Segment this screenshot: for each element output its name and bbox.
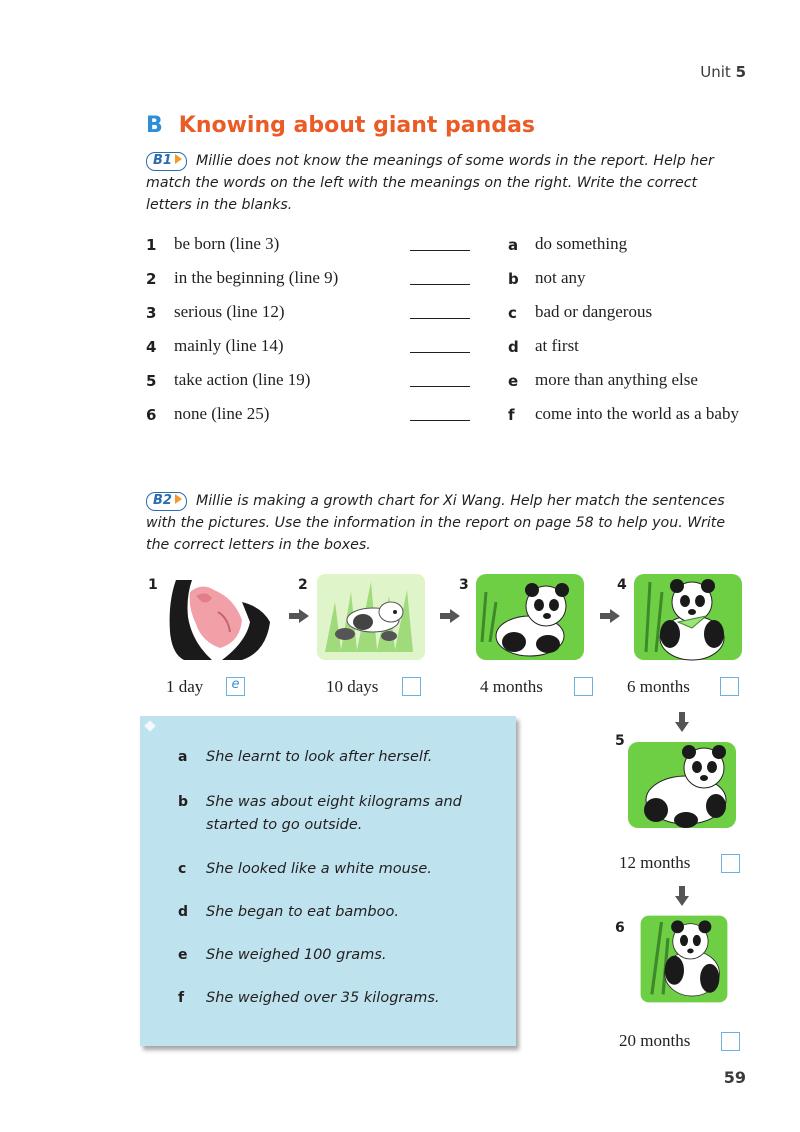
- meaning-text: more than anything else: [535, 370, 698, 389]
- sentence-letter: a: [178, 749, 188, 765]
- answer-blank[interactable]: [410, 250, 470, 251]
- b2-instruction: [146, 490, 736, 556]
- sentence-text: She learnt to look after herself.: [206, 749, 433, 765]
- newborn-panda-picture: [162, 572, 274, 662]
- age-label: 6 months: [627, 677, 690, 696]
- unit-label: [700, 63, 746, 81]
- match-row: [146, 234, 746, 264]
- answer-blank[interactable]: [410, 386, 470, 387]
- b1-instruction-text: Millie does not know the meanings of some words in the report. Help her match the words on the left with the meanings on the right. Write the correct letters in the blanks.: [146, 153, 714, 213]
- match-row: [146, 268, 746, 298]
- play-triangle-icon: [175, 154, 182, 164]
- meaning-letter: d: [508, 338, 519, 356]
- age-label: 1 day: [166, 677, 204, 696]
- answer-box[interactable]: [721, 854, 740, 873]
- meaning-letter: b: [508, 270, 519, 288]
- answer-box[interactable]: [721, 1032, 740, 1051]
- meaning-text: come into the world as a baby: [535, 404, 739, 423]
- sentence-letter: f: [178, 990, 185, 1006]
- twelve-month-panda-picture: [626, 740, 738, 830]
- arrow-down-icon: [675, 712, 689, 732]
- meaning-letter: f: [508, 406, 515, 424]
- sentence-card: [140, 716, 516, 1046]
- word-text: in the beginning (line 9): [174, 268, 339, 287]
- b1-badge: [146, 152, 187, 171]
- unit-number: 5: [735, 63, 746, 81]
- sentence-letter: e: [178, 947, 188, 963]
- meaning-text: at first: [535, 336, 579, 355]
- sentence-text: She weighed over 35 kilograms.: [206, 990, 440, 1006]
- ten-day-panda-picture: [315, 572, 427, 662]
- age-label: 20 months: [619, 1031, 691, 1050]
- match-row: [146, 302, 746, 332]
- word-number: 4: [146, 338, 157, 356]
- b2-badge-label: B2: [153, 493, 172, 508]
- answer-blank[interactable]: [410, 284, 470, 285]
- meaning-text: bad or dangerous: [535, 302, 653, 321]
- arrow-down-icon: [675, 886, 689, 906]
- word-number: 6: [146, 406, 157, 424]
- answer-blank[interactable]: [410, 318, 470, 319]
- arrow-right-icon: [600, 609, 620, 623]
- sentence-letter: c: [178, 861, 187, 877]
- word-text: none (line 25): [174, 404, 270, 423]
- meaning-letter: a: [508, 236, 519, 254]
- picture-number: 5: [615, 733, 625, 749]
- answer-box[interactable]: [574, 677, 593, 696]
- page-number: 59: [723, 1068, 746, 1087]
- sentence-text: She was about eight kilograms and started to go outside.: [206, 794, 462, 833]
- picture-number: 4: [617, 577, 627, 593]
- arrow-right-icon: [440, 609, 460, 623]
- twenty-month-panda-picture: [628, 914, 740, 1004]
- six-month-panda-picture: [632, 572, 744, 662]
- arrow-right-icon: [289, 609, 309, 623]
- sentence-text: She began to eat bamboo.: [206, 904, 399, 920]
- sentence-letter: d: [178, 904, 189, 920]
- pin-icon: [144, 720, 155, 731]
- meaning-text: not any: [535, 268, 586, 287]
- answer-box[interactable]: [402, 677, 421, 696]
- answer-value: e: [231, 677, 240, 692]
- word-number: 3: [146, 304, 157, 322]
- answer-blank[interactable]: [410, 352, 470, 353]
- picture-number: 3: [459, 577, 469, 593]
- b2-instruction-text: Millie is making a growth chart for Xi Wang. Help her match the sentences with the pictures. Use the information in the report on page 58 to help you. Write the correct letters in the boxes.: [146, 493, 726, 553]
- section-heading: Knowing about giant pandas: [178, 113, 536, 138]
- sentence-letter: b: [178, 794, 189, 810]
- answer-blank[interactable]: [410, 420, 470, 421]
- word-text: mainly (line 14): [174, 336, 284, 355]
- word-number: 5: [146, 372, 157, 390]
- age-label: 10 days: [326, 677, 379, 696]
- word-number: 2: [146, 270, 157, 288]
- b1-badge-label: B1: [153, 153, 172, 168]
- match-row: [146, 404, 746, 460]
- match-row: [146, 370, 746, 400]
- b1-instruction: [146, 150, 736, 216]
- picture-number: 1: [148, 577, 158, 593]
- play-triangle-icon: [175, 494, 182, 504]
- answer-box[interactable]: [720, 677, 739, 696]
- meaning-text: do something: [535, 234, 628, 253]
- section-title: [146, 113, 535, 138]
- word-text: serious (line 12): [174, 302, 285, 321]
- word-number: 1: [146, 236, 157, 254]
- b2-badge: [146, 492, 187, 511]
- word-text: be born (line 3): [174, 234, 280, 253]
- meaning-letter: c: [508, 304, 517, 322]
- match-row: [146, 336, 746, 366]
- sentence-text: She weighed 100 grams.: [206, 947, 387, 963]
- sentence-text: She looked like a white mouse.: [206, 861, 432, 877]
- picture-number: 2: [298, 577, 308, 593]
- word-text: take action (line 19): [174, 370, 311, 389]
- answer-box[interactable]: [226, 677, 245, 696]
- age-label: 4 months: [480, 677, 543, 696]
- four-month-panda-picture: [474, 572, 586, 662]
- age-label: 12 months: [619, 853, 691, 872]
- section-letter: B: [146, 113, 163, 138]
- picture-number: 6: [615, 920, 625, 936]
- unit-text: Unit: [700, 63, 731, 81]
- meaning-letter: e: [508, 372, 519, 390]
